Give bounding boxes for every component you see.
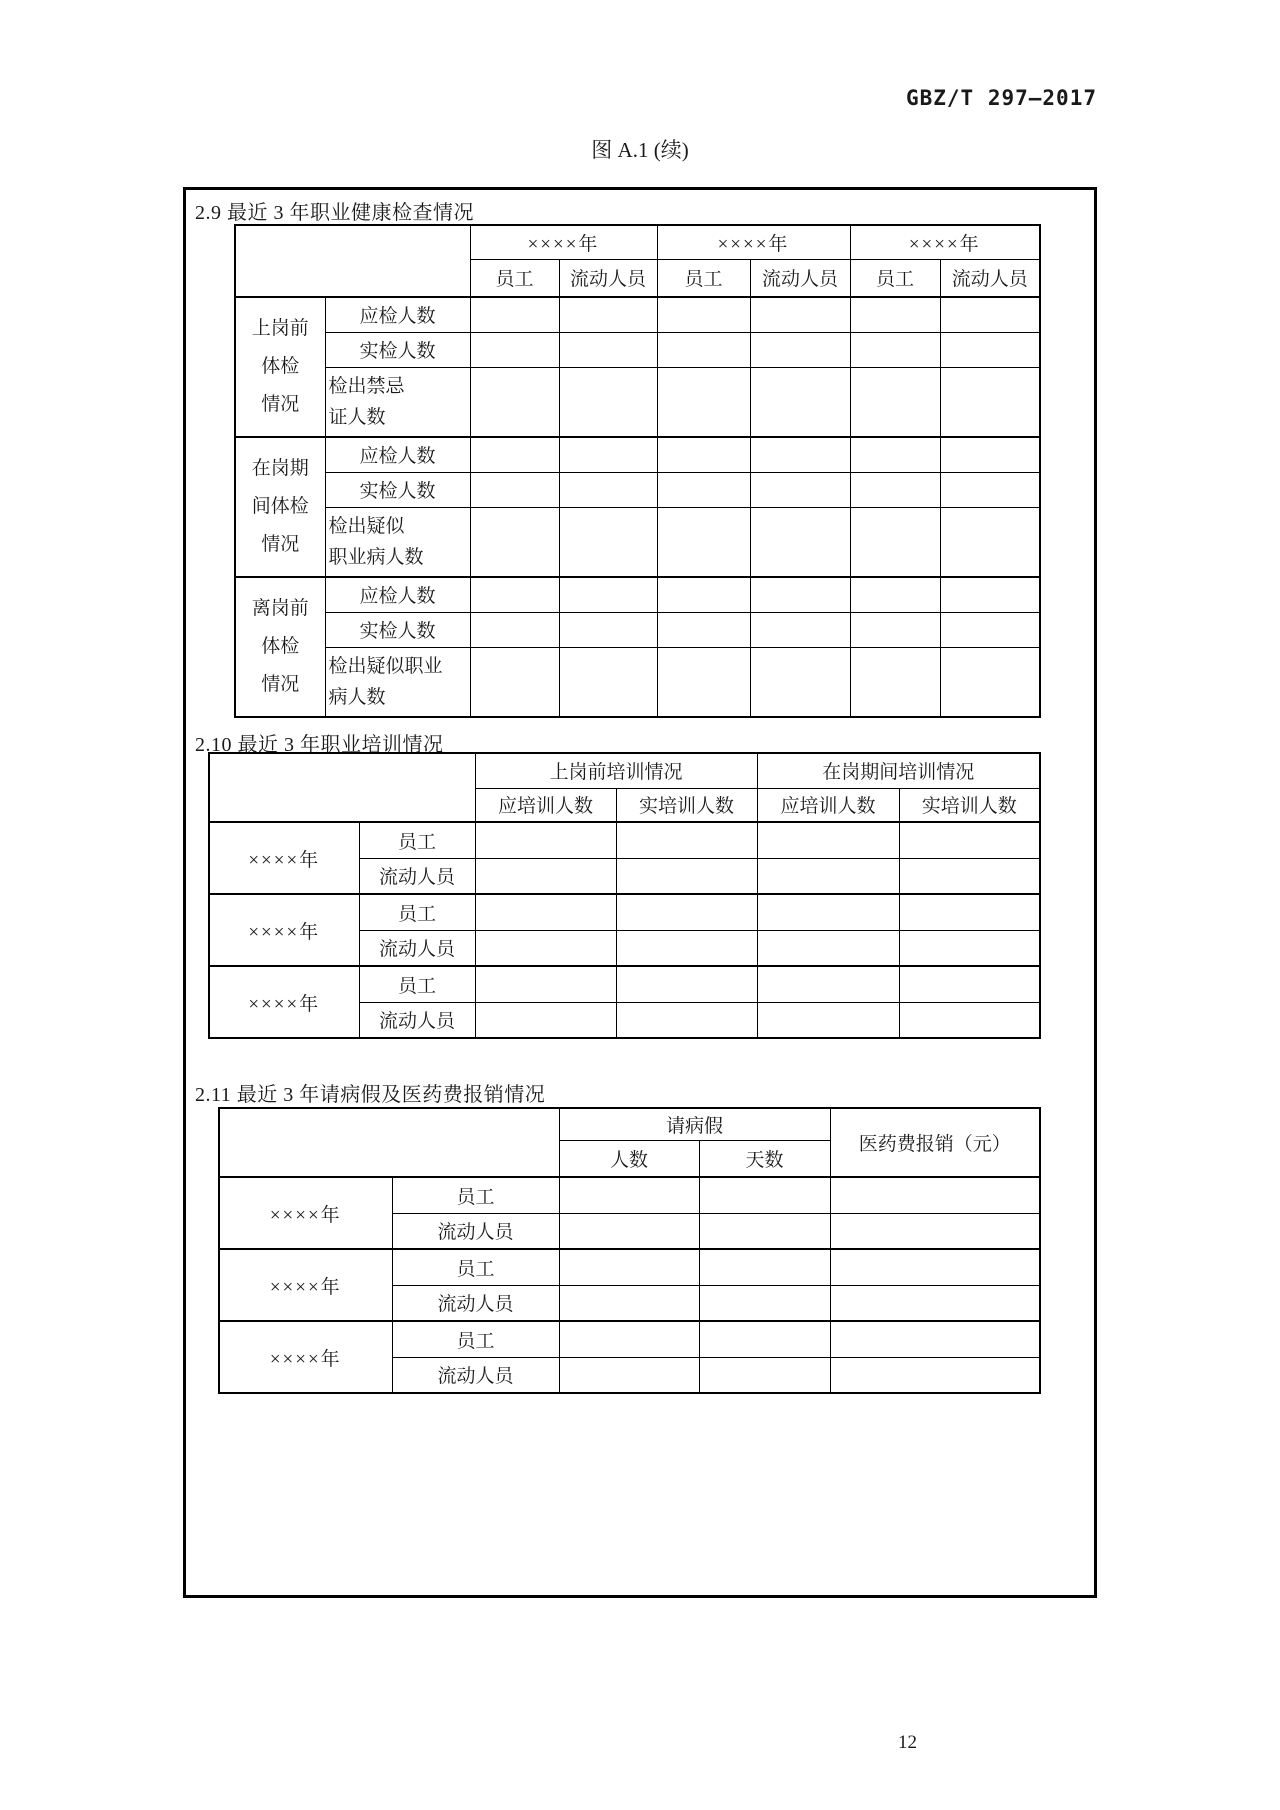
empty-data-cell	[940, 612, 1040, 647]
empty-data-cell	[699, 1285, 830, 1321]
training-group-header-cell: 在岗期间培训情况	[757, 753, 1040, 788]
empty-data-cell	[470, 507, 559, 577]
row-label-cell: 员工	[359, 822, 475, 858]
empty-data-cell	[559, 367, 657, 437]
row-label-cell: 检出疑似职业 病人数	[325, 647, 470, 717]
row-label-cell: 员工	[359, 894, 475, 930]
empty-data-cell	[850, 437, 940, 472]
empty-data-cell	[616, 894, 757, 930]
empty-data-cell	[750, 332, 850, 367]
section-2-10-heading: 2.10 最近 3 年职业培训情况	[195, 734, 444, 756]
training-group-header-cell: 上岗前培训情况	[475, 753, 757, 788]
row-label-cell: 检出禁忌 证人数	[325, 367, 470, 437]
empty-data-cell	[657, 367, 750, 437]
person-header-cell: 员工	[850, 259, 940, 297]
row-label-cell: 流动人员	[392, 1357, 559, 1393]
person-header-cell: 员工	[657, 259, 750, 297]
empty-data-cell	[470, 297, 559, 332]
row-label-cell: 员工	[359, 966, 475, 1002]
row-label-cell: 流动人员	[392, 1213, 559, 1249]
empty-data-cell	[616, 930, 757, 966]
row-label-cell: 员工	[392, 1321, 559, 1357]
empty-data-cell	[470, 577, 559, 612]
year-header-cell: ××××年	[470, 225, 657, 259]
row-label-cell: 流动人员	[359, 858, 475, 894]
empty-data-cell	[475, 858, 616, 894]
empty-data-cell	[899, 966, 1040, 1002]
empty-data-cell	[940, 437, 1040, 472]
empty-data-cell	[899, 822, 1040, 858]
person-header-cell: 员工	[470, 259, 559, 297]
reimbursement-header-cell: 医药费报销（元）	[830, 1108, 1040, 1177]
training-table	[208, 752, 1041, 1039]
empty-data-cell	[475, 822, 616, 858]
row-label-cell: 流动人员	[392, 1285, 559, 1321]
empty-data-cell	[850, 472, 940, 507]
empty-data-cell	[940, 332, 1040, 367]
training-sub-header-cell: 应培训人数	[757, 788, 899, 822]
page-number: 12	[898, 1732, 917, 1753]
empty-data-cell	[850, 647, 940, 717]
empty-data-cell	[470, 437, 559, 472]
empty-data-cell	[657, 437, 750, 472]
empty-data-cell	[559, 472, 657, 507]
empty-data-cell	[899, 858, 1040, 894]
empty-data-cell	[699, 1321, 830, 1357]
year-header-cell: ××××年	[657, 225, 850, 259]
empty-data-cell	[757, 858, 899, 894]
empty-data-cell	[757, 930, 899, 966]
row-label-cell: 应检人数	[325, 297, 470, 332]
person-header-cell: 流动人员	[559, 259, 657, 297]
year-label-cell: ××××年	[209, 894, 359, 966]
empty-data-cell	[559, 1357, 699, 1393]
empty-data-cell	[475, 1002, 616, 1038]
sick-leave-table	[218, 1107, 1041, 1394]
empty-data-cell	[657, 507, 750, 577]
empty-data-cell	[616, 858, 757, 894]
empty-data-cell	[559, 1177, 699, 1213]
group-label-cell: 在岗期 间体检 情况	[235, 437, 325, 577]
empty-data-cell	[559, 1213, 699, 1249]
row-label-cell: 实检人数	[325, 612, 470, 647]
row-label-cell: 员工	[392, 1249, 559, 1285]
row-label-cell: 应检人数	[325, 437, 470, 472]
empty-data-cell	[750, 367, 850, 437]
blank-corner-cell	[235, 225, 470, 297]
empty-data-cell	[657, 297, 750, 332]
year-label-cell: ××××年	[219, 1249, 392, 1321]
empty-data-cell	[699, 1357, 830, 1393]
sick-leave-header-cell: 请病假	[559, 1108, 830, 1140]
empty-data-cell	[750, 612, 850, 647]
empty-data-cell	[699, 1177, 830, 1213]
empty-data-cell	[940, 507, 1040, 577]
empty-data-cell	[475, 930, 616, 966]
empty-data-cell	[559, 507, 657, 577]
year-label-cell: ××××年	[209, 822, 359, 894]
empty-data-cell	[757, 894, 899, 930]
empty-data-cell	[559, 297, 657, 332]
empty-data-cell	[559, 1249, 699, 1285]
empty-data-cell	[750, 472, 850, 507]
empty-data-cell	[850, 507, 940, 577]
training-sub-header-cell: 实培训人数	[616, 788, 757, 822]
year-label-cell: ××××年	[219, 1321, 392, 1393]
empty-data-cell	[559, 437, 657, 472]
empty-data-cell	[559, 647, 657, 717]
empty-data-cell	[559, 1321, 699, 1357]
sick-leave-sub-header-cell: 天数	[699, 1140, 830, 1177]
blank-corner-cell	[219, 1108, 559, 1177]
empty-data-cell	[699, 1249, 830, 1285]
empty-data-cell	[559, 577, 657, 612]
health-exam-table	[234, 224, 1041, 718]
figure-title: 图 A.1 (续)	[591, 138, 689, 162]
year-label-cell: ××××年	[209, 966, 359, 1038]
empty-data-cell	[757, 1002, 899, 1038]
empty-data-cell	[850, 297, 940, 332]
empty-data-cell	[899, 930, 1040, 966]
empty-data-cell	[940, 367, 1040, 437]
row-label-cell: 应检人数	[325, 577, 470, 612]
empty-data-cell	[850, 577, 940, 612]
empty-data-cell	[830, 1357, 1040, 1393]
row-label-cell: 实检人数	[325, 332, 470, 367]
empty-data-cell	[899, 894, 1040, 930]
empty-data-cell	[830, 1321, 1040, 1357]
empty-data-cell	[830, 1249, 1040, 1285]
empty-data-cell	[470, 332, 559, 367]
empty-data-cell	[470, 647, 559, 717]
empty-data-cell	[559, 612, 657, 647]
empty-data-cell	[940, 472, 1040, 507]
year-header-cell: ××××年	[850, 225, 1040, 259]
empty-data-cell	[559, 1285, 699, 1321]
empty-data-cell	[850, 367, 940, 437]
empty-data-cell	[750, 647, 850, 717]
group-label-cell: 上岗前 体检 情况	[235, 297, 325, 437]
empty-data-cell	[616, 822, 757, 858]
empty-data-cell	[750, 437, 850, 472]
empty-data-cell	[657, 472, 750, 507]
section-2-11-heading: 2.11 最近 3 年请病假及医药费报销情况	[195, 1084, 546, 1106]
empty-data-cell	[750, 577, 850, 612]
row-label-cell: 员工	[392, 1177, 559, 1213]
empty-data-cell	[470, 472, 559, 507]
empty-data-cell	[757, 822, 899, 858]
empty-data-cell	[559, 332, 657, 367]
doc-code: GBZ/T 297—2017	[905, 86, 1097, 110]
empty-data-cell	[830, 1285, 1040, 1321]
group-label-cell: 离岗前 体检 情况	[235, 577, 325, 717]
empty-data-cell	[475, 966, 616, 1002]
empty-data-cell	[940, 577, 1040, 612]
empty-data-cell	[470, 367, 559, 437]
empty-data-cell	[757, 966, 899, 1002]
row-label-cell: 流动人员	[359, 1002, 475, 1038]
row-label-cell: 流动人员	[359, 930, 475, 966]
empty-data-cell	[657, 612, 750, 647]
year-label-cell: ××××年	[219, 1177, 392, 1249]
form-outer-box	[183, 187, 1097, 1598]
empty-data-cell	[830, 1213, 1040, 1249]
person-header-cell: 流动人员	[940, 259, 1040, 297]
empty-data-cell	[470, 612, 559, 647]
empty-data-cell	[657, 647, 750, 717]
empty-data-cell	[850, 612, 940, 647]
row-label-cell: 检出疑似 职业病人数	[325, 507, 470, 577]
person-header-cell: 流动人员	[750, 259, 850, 297]
empty-data-cell	[899, 1002, 1040, 1038]
empty-data-cell	[940, 647, 1040, 717]
row-label-cell: 实检人数	[325, 472, 470, 507]
empty-data-cell	[616, 966, 757, 1002]
training-sub-header-cell: 实培训人数	[899, 788, 1040, 822]
empty-data-cell	[850, 332, 940, 367]
empty-data-cell	[657, 577, 750, 612]
sick-leave-sub-header-cell: 人数	[559, 1140, 699, 1177]
empty-data-cell	[750, 507, 850, 577]
empty-data-cell	[475, 894, 616, 930]
section-2-9-heading: 2.9 最近 3 年职业健康检查情况	[195, 202, 474, 224]
empty-data-cell	[699, 1213, 830, 1249]
training-sub-header-cell: 应培训人数	[475, 788, 616, 822]
empty-data-cell	[750, 297, 850, 332]
empty-data-cell	[830, 1177, 1040, 1213]
blank-corner-cell	[209, 753, 475, 822]
empty-data-cell	[657, 332, 750, 367]
empty-data-cell	[616, 1002, 757, 1038]
empty-data-cell	[940, 297, 1040, 332]
